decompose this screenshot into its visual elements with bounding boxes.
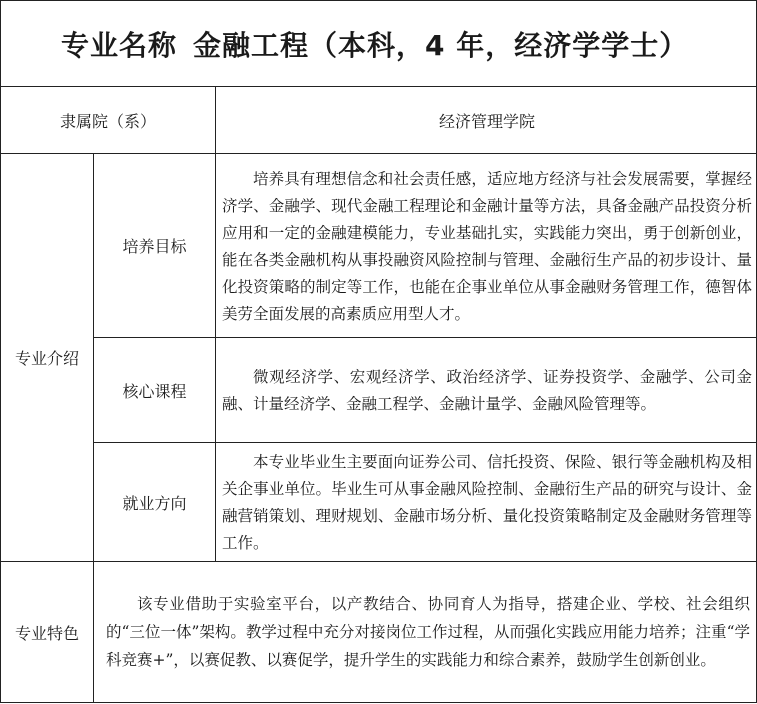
employment-text: 本专业毕业生主要面向证券公司、信托投资、保险、银行等金融机构及相关企事业单位。毕业生可从事金融风险控制、金融衍生产品的研究与设计、金融营销策划、理财规划、金融市场分析、量化投资策略制定及金融财务管理等工作。: [222, 453, 752, 552]
core-courses-row: [94, 338, 757, 443]
title-detail: （本科，4 年，经济学学士）: [309, 28, 689, 62]
title-label: 专业名称: [61, 28, 178, 62]
core-courses-cell: [216, 338, 757, 442]
employment-row: [94, 443, 757, 561]
training-goal-row: [94, 154, 757, 338]
page-title: [1, 1, 757, 87]
major-feature-label: 专业特色: [1, 562, 94, 702]
employment-cell: [216, 443, 757, 561]
employment-label: 就业方向: [94, 443, 216, 561]
major-intro-section: [1, 154, 757, 562]
major-intro-label: 专业介绍: [1, 154, 94, 561]
major-feature-text: 该专业借助于实验室平台，以产教结合、协同育人为指导，搭建企业、学校、社会组织的“三位一体”架构。教学过程中充分对接岗位工作过程，从而强化实践应用能力培养；注重“学科竞赛+”，以赛促教、以赛促学，提升学生的实践能力和综合素养，鼓励学生创新创业。: [106, 595, 750, 669]
department-value: 经济管理学院: [438, 111, 535, 131]
training-goal-text: 培养具有理想信念和社会责任感，适应地方经济与社会发展需要，掌握经济学、金融学、现代金融工程理论和金融计量等方法，具备金融产品投资分析应用和一定的金融建模能力，专业基础扎实，实践能力突出，勇于创新创业，能在各类金融机构从事投融资风险控制与管理、金融衍生产品的初步设计、量化投资策略的制定等工作，也能在企事业单位从事金融财务管理工作，德智体美劳全面发展的高素质应用型人才。: [222, 169, 752, 323]
title-major: 金融工程: [193, 28, 310, 62]
department-row: [1, 87, 757, 154]
major-feature-cell: [94, 562, 757, 702]
major-feature-section: [1, 562, 757, 704]
training-goal-cell: [216, 154, 757, 337]
department-label: 隶属院（系）: [1, 87, 216, 153]
core-courses-text: 微观经济学、宏观经济学、政治经济学、证券投资学、金融学、公司金融、计量经济学、金融工程学、金融计量学、金融风险管理等。: [222, 368, 752, 413]
training-goal-label: 培养目标: [94, 154, 216, 337]
core-courses-label: 核心课程: [94, 338, 216, 442]
